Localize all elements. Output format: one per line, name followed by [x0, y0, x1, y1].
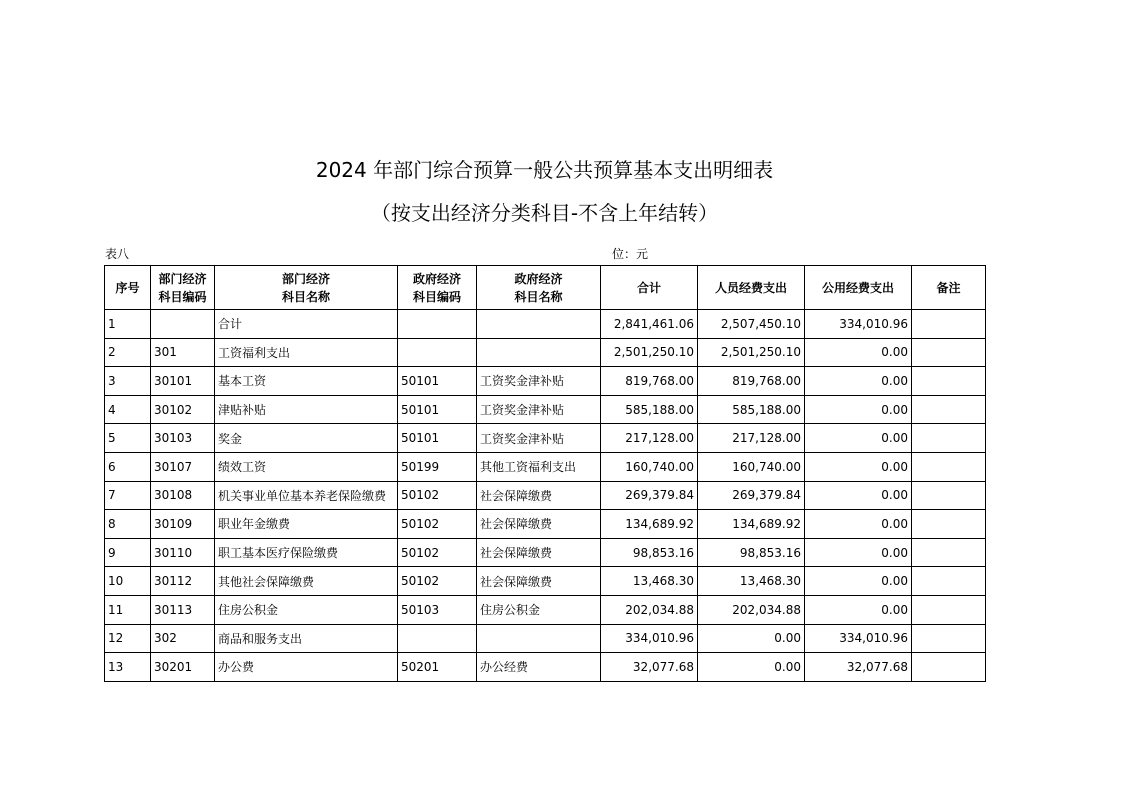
- cell-public: 0.00: [805, 538, 912, 567]
- cell-index: 4: [105, 395, 151, 424]
- cell-total: 819,768.00: [601, 367, 698, 396]
- cell-dept-name: 机关事业单位基本养老保险缴费: [215, 481, 398, 510]
- cell-personnel: 2,507,450.10: [698, 310, 805, 339]
- cell-public: 0.00: [805, 452, 912, 481]
- cell-dept-code: 301: [151, 338, 215, 367]
- cell-index: 1: [105, 310, 151, 339]
- cell-dept-name: 绩效工资: [215, 452, 398, 481]
- cell-dept-code: 30109: [151, 510, 215, 539]
- cell-personnel: 217,128.00: [698, 424, 805, 453]
- cell-index: 3: [105, 367, 151, 396]
- cell-public: 0.00: [805, 481, 912, 510]
- cell-personnel: 269,379.84: [698, 481, 805, 510]
- cell-remarks: [912, 310, 986, 339]
- cell-dept-name: 基本工资: [215, 367, 398, 396]
- table-row: [105, 624, 986, 653]
- cell-gov-code: 50101: [398, 367, 477, 396]
- cell-gov-name: 办公经费: [477, 653, 601, 682]
- col-header-gov-name: 政府经济 科目名称: [477, 266, 601, 310]
- header-row: [105, 266, 986, 310]
- cell-gov-name: 社会保障缴费: [477, 510, 601, 539]
- cell-dept-name: 商品和服务支出: [215, 624, 398, 653]
- cell-total: 585,188.00: [601, 395, 698, 424]
- cell-dept-name: 办公费: [215, 653, 398, 682]
- cell-remarks: [912, 567, 986, 596]
- cell-total: 269,379.84: [601, 481, 698, 510]
- cell-dept-name: 职业年金缴费: [215, 510, 398, 539]
- cell-dept-code: 30201: [151, 653, 215, 682]
- cell-total: 13,468.30: [601, 567, 698, 596]
- cell-dept-name: 合计: [215, 310, 398, 339]
- col-header-dept-code: 部门经济 科目编码: [151, 266, 215, 310]
- col-header-index: 序号: [105, 266, 151, 310]
- cell-dept-code: 30112: [151, 567, 215, 596]
- cell-index: 8: [105, 510, 151, 539]
- cell-gov-code: 50201: [398, 653, 477, 682]
- table-row: [105, 595, 986, 624]
- cell-gov-code: [398, 310, 477, 339]
- cell-personnel: 98,853.16: [698, 538, 805, 567]
- cell-gov-code: [398, 338, 477, 367]
- cell-public: 32,077.68: [805, 653, 912, 682]
- col-header-gov-code: 政府经济 科目编码: [398, 266, 477, 310]
- cell-dept-code: 30101: [151, 367, 215, 396]
- cell-public: 334,010.96: [805, 624, 912, 653]
- cell-gov-code: 50199: [398, 452, 477, 481]
- cell-personnel: 134,689.92: [698, 510, 805, 539]
- cell-remarks: [912, 624, 986, 653]
- budget-table: [104, 265, 986, 682]
- cell-gov-name: 工资奖金津补贴: [477, 367, 601, 396]
- col-header-total: 合计: [601, 266, 698, 310]
- cell-public: 0.00: [805, 338, 912, 367]
- cell-public: 0.00: [805, 367, 912, 396]
- table-row: [105, 338, 986, 367]
- cell-personnel: 202,034.88: [698, 595, 805, 624]
- cell-remarks: [912, 653, 986, 682]
- table-row: [105, 310, 986, 339]
- table-row: [105, 510, 986, 539]
- cell-dept-code: 302: [151, 624, 215, 653]
- cell-total: 217,128.00: [601, 424, 698, 453]
- table-row: [105, 367, 986, 396]
- cell-index: 6: [105, 452, 151, 481]
- cell-index: 13: [105, 653, 151, 682]
- cell-remarks: [912, 538, 986, 567]
- cell-gov-name: [477, 624, 601, 653]
- cell-gov-code: 50102: [398, 567, 477, 596]
- cell-gov-name: [477, 310, 601, 339]
- cell-total: 98,853.16: [601, 538, 698, 567]
- table-row: [105, 538, 986, 567]
- cell-personnel: 0.00: [698, 653, 805, 682]
- cell-gov-name: 社会保障缴费: [477, 481, 601, 510]
- cell-total: 2,841,461.06: [601, 310, 698, 339]
- cell-remarks: [912, 595, 986, 624]
- page-title: 2024 年部门综合预算一般公共预算基本支出明细表: [315, 158, 774, 182]
- cell-gov-name: 住房公积金: [477, 595, 601, 624]
- cell-remarks: [912, 424, 986, 453]
- table-row: [105, 653, 986, 682]
- cell-gov-code: 50102: [398, 481, 477, 510]
- cell-gov-name: 工资奖金津补贴: [477, 424, 601, 453]
- cell-dept-name: 其他社会保障缴费: [215, 567, 398, 596]
- col-header-public: 公用经费支出: [805, 266, 912, 310]
- cell-public: 0.00: [805, 567, 912, 596]
- cell-total: 2,501,250.10: [601, 338, 698, 367]
- cell-dept-code: 30102: [151, 395, 215, 424]
- unit-label: 位：元: [612, 247, 649, 261]
- cell-public: 0.00: [805, 595, 912, 624]
- table-row: [105, 395, 986, 424]
- cell-index: 2: [105, 338, 151, 367]
- col-header-remarks: 备注: [912, 266, 986, 310]
- cell-remarks: [912, 338, 986, 367]
- cell-personnel: 585,188.00: [698, 395, 805, 424]
- cell-personnel: 13,468.30: [698, 567, 805, 596]
- cell-index: 5: [105, 424, 151, 453]
- cell-public: 0.00: [805, 424, 912, 453]
- cell-public: 334,010.96: [805, 310, 912, 339]
- cell-personnel: 819,768.00: [698, 367, 805, 396]
- cell-gov-code: 50102: [398, 538, 477, 567]
- cell-gov-name: 工资奖金津补贴: [477, 395, 601, 424]
- cell-gov-name: [477, 338, 601, 367]
- cell-gov-name: 其他工资福利支出: [477, 452, 601, 481]
- cell-gov-code: 50103: [398, 595, 477, 624]
- cell-remarks: [912, 367, 986, 396]
- cell-total: 334,010.96: [601, 624, 698, 653]
- cell-remarks: [912, 452, 986, 481]
- page-subtitle: （按支出经济分类科目-不含上年结转）: [370, 201, 719, 225]
- cell-dept-code: 30113: [151, 595, 215, 624]
- cell-gov-code: 50101: [398, 395, 477, 424]
- col-header-dept-name: 部门经济 科目名称: [215, 266, 398, 310]
- cell-public: 0.00: [805, 510, 912, 539]
- cell-total: 202,034.88: [601, 595, 698, 624]
- cell-remarks: [912, 395, 986, 424]
- cell-dept-code: [151, 310, 215, 339]
- cell-total: 32,077.68: [601, 653, 698, 682]
- cell-dept-name: 住房公积金: [215, 595, 398, 624]
- cell-dept-name: 职工基本医疗保险缴费: [215, 538, 398, 567]
- cell-total: 160,740.00: [601, 452, 698, 481]
- cell-index: 11: [105, 595, 151, 624]
- cell-dept-code: 30103: [151, 424, 215, 453]
- cell-remarks: [912, 510, 986, 539]
- cell-gov-name: 社会保障缴费: [477, 567, 601, 596]
- cell-personnel: 2,501,250.10: [698, 338, 805, 367]
- cell-dept-name: 工资福利支出: [215, 338, 398, 367]
- cell-dept-code: 30110: [151, 538, 215, 567]
- table-row: [105, 481, 986, 510]
- cell-dept-code: 30107: [151, 452, 215, 481]
- cell-public: 0.00: [805, 395, 912, 424]
- cell-index: 10: [105, 567, 151, 596]
- table-label: 表八: [105, 247, 130, 261]
- cell-dept-code: 30108: [151, 481, 215, 510]
- cell-dept-name: 津贴补贴: [215, 395, 398, 424]
- cell-index: 7: [105, 481, 151, 510]
- table-row: [105, 424, 986, 453]
- cell-total: 134,689.92: [601, 510, 698, 539]
- col-header-personnel: 人员经费支出: [698, 266, 805, 310]
- cell-gov-name: 社会保障缴费: [477, 538, 601, 567]
- cell-personnel: 0.00: [698, 624, 805, 653]
- cell-gov-code: 50101: [398, 424, 477, 453]
- cell-index: 12: [105, 624, 151, 653]
- cell-dept-name: 奖金: [215, 424, 398, 453]
- cell-personnel: 160,740.00: [698, 452, 805, 481]
- cell-gov-code: 50102: [398, 510, 477, 539]
- cell-remarks: [912, 481, 986, 510]
- cell-gov-code: [398, 624, 477, 653]
- cell-index: 9: [105, 538, 151, 567]
- table-row: [105, 452, 986, 481]
- table-row: [105, 567, 986, 596]
